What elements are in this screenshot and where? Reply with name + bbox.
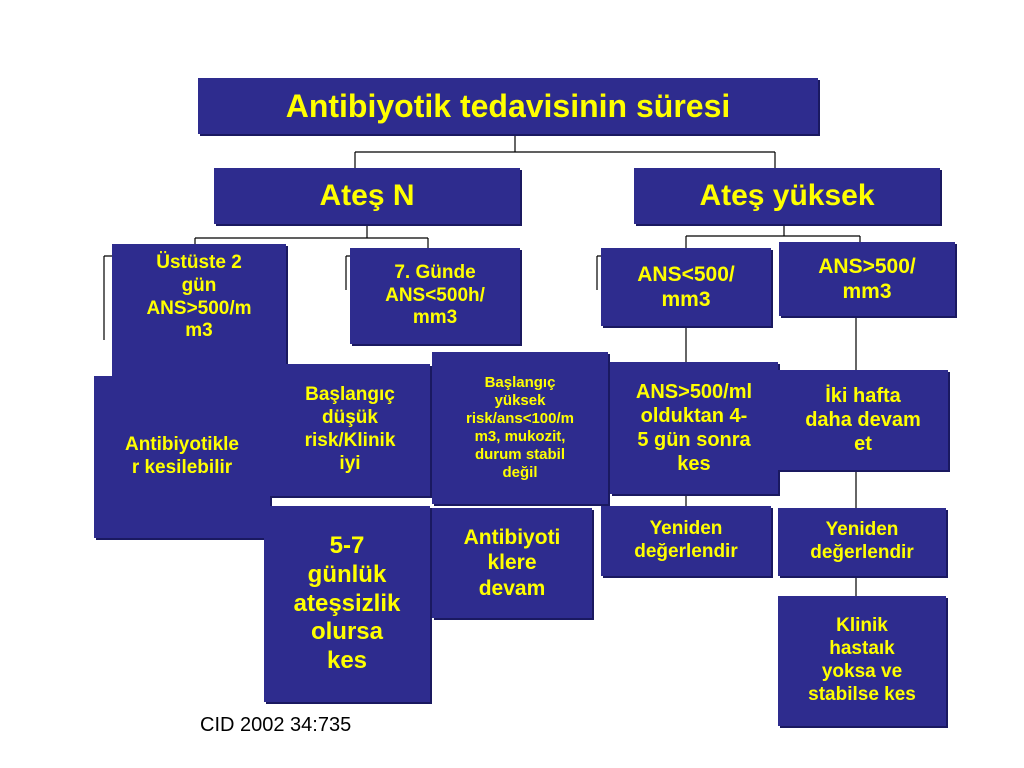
connector-title: [355, 134, 775, 168]
node-klinik-text: Klinik hastaık yoksa ve stabilse kes: [808, 615, 916, 705]
citation-text: CID 2002 34:735: [200, 714, 352, 736]
node-klinik: [778, 596, 946, 726]
node-antibiyotikler-kesilebilir: [94, 376, 270, 538]
node-yeniden-2: [778, 508, 946, 576]
node-ustuste: [112, 244, 286, 376]
branch-ates-yuksek: [634, 168, 940, 224]
node-gunde7-text: 7. Günde ANS<500h/ mm3: [385, 261, 485, 329]
node-gunde7: [350, 248, 520, 344]
node-ans-gt-500-text: ANS>500/ mm3: [818, 254, 916, 303]
frame-ustuste: [104, 256, 112, 340]
node-ans-gt-500-ml-text: ANS>500/ml olduktan 4- 5 gün sonra kes: [635, 381, 753, 475]
title-box: [198, 78, 818, 134]
node-yuksek-risk: [432, 352, 608, 504]
node-ans-gt-500: [779, 242, 955, 316]
node-yuksek-risk-text: Başlangıç yüksek risk/ans<100/m m3, mukozit, durum stabil değil: [466, 374, 574, 481]
branch-ates-n: [214, 168, 520, 224]
node-antibiyotikler-kesilebilir-text: Antibiyotikle r kesilebilir: [124, 434, 239, 478]
node-gunluk: [264, 506, 430, 702]
node-ans-lt-500-text: ANS<500/ mm3: [637, 262, 735, 311]
node-antibiyotiklere-devam: [432, 508, 592, 618]
node-ustuste-text: Üstüste 2 gün ANS>500/m m3: [146, 252, 252, 342]
branch-ates-yuksek-label: Ateş yüksek: [699, 179, 875, 212]
node-iki-hafta: [778, 370, 948, 470]
node-antibiyotiklere-devam-text: Antibiyoti klere devam: [463, 526, 561, 600]
node-iki-hafta-text: İki hafta daha devam et: [805, 385, 921, 455]
branch-ates-n-label: Ateş N: [319, 179, 415, 212]
node-gunluk-text: 5-7 günlük ateşsizlik olursa kes: [293, 532, 401, 675]
node-yeniden-1-text: Yeniden değerlendir: [634, 518, 738, 562]
title-text: Antibiyotik tedavisinin süresi: [285, 87, 731, 124]
node-yeniden-1: [601, 506, 771, 576]
node-ans-gt-500-ml: [610, 362, 778, 494]
node-yeniden-2-text: Yeniden değerlendir: [810, 519, 914, 563]
node-dusuk-risk: [270, 364, 430, 496]
node-dusuk-risk-text: Başlangıç düşük risk/Klinik iyi: [304, 384, 396, 474]
node-ans-lt-500: [601, 248, 771, 326]
